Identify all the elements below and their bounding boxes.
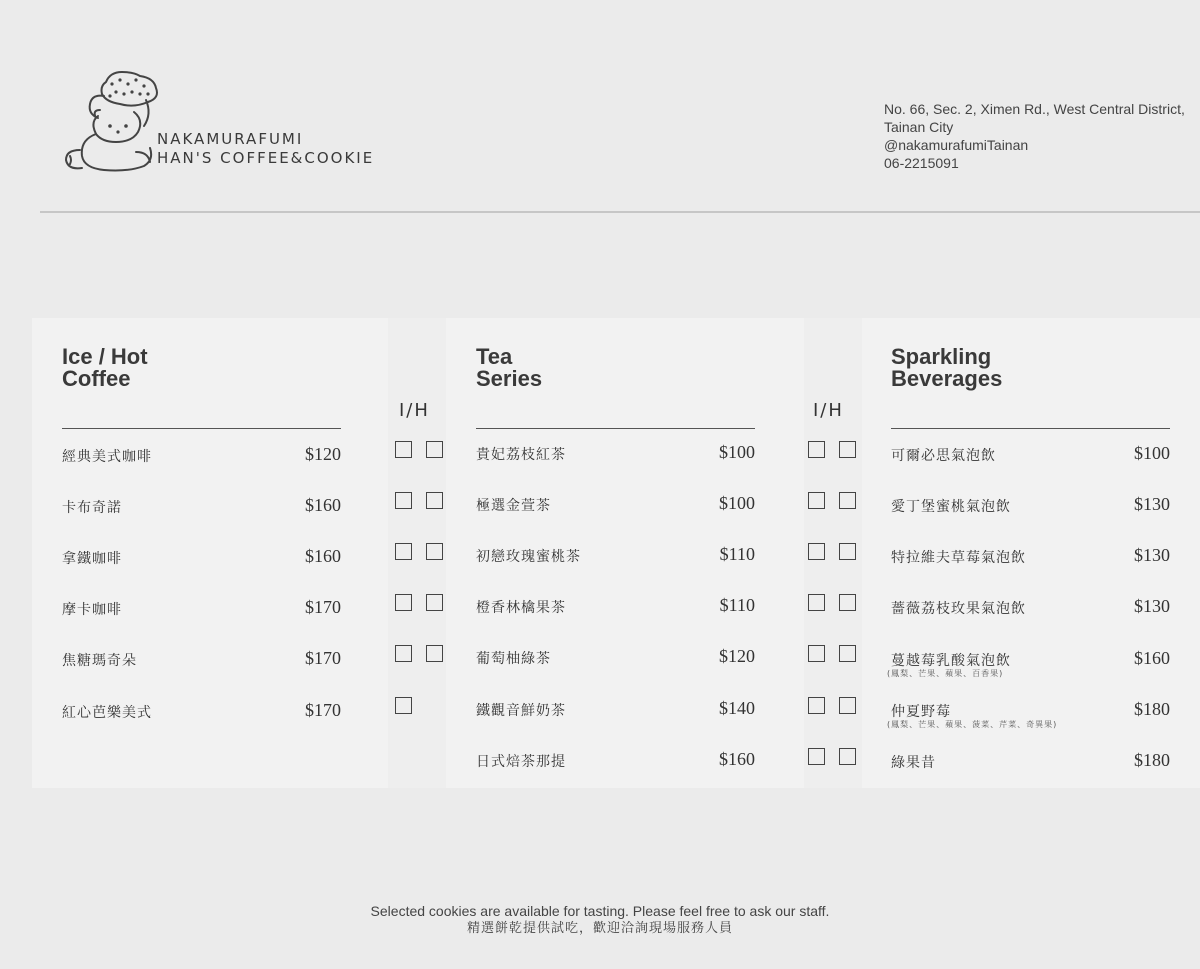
coffee-section-title [62,346,148,390]
item-price: $100 [1134,443,1170,463]
item-ingredients-note: (鳳梨、芒果、蘋果、菠菜、芹菜、奇異果) [887,720,1058,729]
coffee-section-rule [62,428,341,429]
menu-item [476,700,755,724]
address-line-2: Tainan City [884,119,954,135]
hot-checkbox[interactable] [426,645,443,662]
hot-checkbox[interactable] [839,748,856,765]
social-handle: @nakamurafumiTainan [884,137,1029,153]
item-name: 仲夏野莓 [891,704,951,720]
coffee-title-line-2: Coffee [62,366,131,391]
menu-item [62,497,341,521]
item-name: 綠果昔 [891,755,936,771]
menu-item [891,445,1170,469]
item-name: 拿鐵咖啡 [62,551,122,567]
header-divider [40,211,1200,213]
item-name: 葡萄柚綠茶 [476,651,551,667]
item-name: 極選金萱茶 [476,498,551,514]
item-price: $110 [719,595,755,615]
ice-checkbox[interactable] [395,645,412,662]
hot-checkbox[interactable] [839,645,856,662]
item-price: $130 [1134,545,1170,565]
sparkling-title-line-2: Beverages [891,366,1003,391]
brand-line-1: NAKAMURAFUMI [157,130,304,148]
menu-item [62,702,341,726]
menu-item [62,446,341,470]
tasting-note-en: Selected cookies are available for tasting. Please feel free to ask our staff. [370,903,830,919]
sparkling-section-title [891,346,1002,390]
tea-title-line-1: Tea [476,344,513,369]
hot-checkbox[interactable] [426,594,443,611]
item-name: 蔓越莓乳酸氣泡飲 [891,653,1011,669]
ice-checkbox[interactable] [808,492,825,509]
item-price: $120 [719,646,755,666]
sparkling-section-rule [891,428,1170,429]
ice-checkbox[interactable] [808,441,825,458]
address-line-1: No. 66, Sec. 2, Ximen Rd., West Central District, [884,101,1185,117]
item-price: $170 [305,648,341,668]
item-ingredients-note: (鳳梨、芒果、蘋果、百香果) [887,669,1004,678]
tea-section-rule [476,428,755,429]
item-price: $110 [719,544,755,564]
tea-ice-hot-header: I/H [813,400,844,421]
menu-item [62,548,341,572]
tea-section-title [476,346,542,390]
item-price: $160 [305,495,341,515]
menu-item [891,598,1170,622]
menu-item [62,599,341,623]
hot-checkbox[interactable] [839,543,856,560]
coffee-title-line-1: Ice / Hot [62,344,148,369]
hot-checkbox[interactable] [426,441,443,458]
ice-checkbox[interactable] [808,594,825,611]
item-name: 摩卡咖啡 [62,602,122,618]
item-price: $180 [1134,699,1170,719]
hot-checkbox[interactable] [839,594,856,611]
tasting-note [0,903,1200,937]
item-name: 特拉維夫草莓氣泡飲 [891,550,1026,566]
menu-item [887,699,1170,729]
item-name: 初戀玫瑰蜜桃茶 [476,549,581,565]
item-price: $160 [305,546,341,566]
menu-item [476,444,755,468]
menu-item [891,547,1170,571]
hot-checkbox[interactable] [426,492,443,509]
ice-checkbox[interactable] [395,492,412,509]
item-name: 橙香林檎果茶 [476,600,566,616]
tasting-note-cn: 精選餅乾提供試吃，歡迎洽詢現場服務人員 [466,921,733,936]
item-price: $100 [719,493,755,513]
hot-checkbox[interactable] [839,697,856,714]
tea-title-line-2: Series [476,366,543,391]
item-price: $130 [1134,494,1170,514]
bear-holding-cookie-icon [62,70,162,174]
item-price: $160 [1134,648,1170,668]
menu-item [891,496,1170,520]
ice-checkbox[interactable] [395,441,412,458]
phone-number: 06-2215091 [884,155,959,171]
item-name: 貴妃荔枝紅茶 [476,447,566,463]
menu-item [476,648,755,672]
item-price: $130 [1134,596,1170,616]
item-name: 薔薇荔枝玫果氣泡飲 [891,601,1026,617]
menu-item [891,752,1170,776]
contact-info [884,100,1200,172]
hot-checkbox[interactable] [839,441,856,458]
item-price: $170 [305,597,341,617]
hot-checkbox[interactable] [426,543,443,560]
ice-checkbox[interactable] [395,543,412,560]
item-name: 日式焙茶那提 [476,754,566,770]
item-price: $160 [719,749,755,769]
brand-line-2: HAN'S COFFEE&COOKIE [157,149,375,167]
menu-item [476,495,755,519]
menu-item [476,597,755,621]
ice-checkbox[interactable] [808,543,825,560]
ice-checkbox[interactable] [808,748,825,765]
item-name: 鐵觀音鮮奶茶 [476,703,566,719]
coffee-ice-hot-header: I/H [399,400,430,421]
ice-checkbox[interactable] [395,697,412,714]
ice-checkbox[interactable] [808,645,825,662]
ice-checkbox[interactable] [808,697,825,714]
item-name: 愛丁堡蜜桃氣泡飲 [891,499,1011,515]
item-name: 可爾必思氣泡飲 [891,448,996,464]
item-price: $180 [1134,750,1170,770]
item-name: 卡布奇諾 [62,500,122,516]
ice-checkbox[interactable] [395,594,412,611]
sparkling-title-line-1: Sparkling [891,344,992,369]
item-price: $170 [305,700,341,720]
item-name: 紅心芭樂美式 [62,705,152,721]
item-price: $140 [719,698,755,718]
item-name: 經典美式咖啡 [62,449,152,465]
brand-name [157,130,374,168]
menu-item [476,751,755,775]
menu-item [62,650,341,674]
item-price: $120 [305,444,341,464]
item-name: 焦糖瑪奇朵 [62,653,137,669]
menu-item [476,546,755,570]
menu-item [887,648,1170,678]
hot-checkbox[interactable] [839,492,856,509]
item-price: $100 [719,442,755,462]
